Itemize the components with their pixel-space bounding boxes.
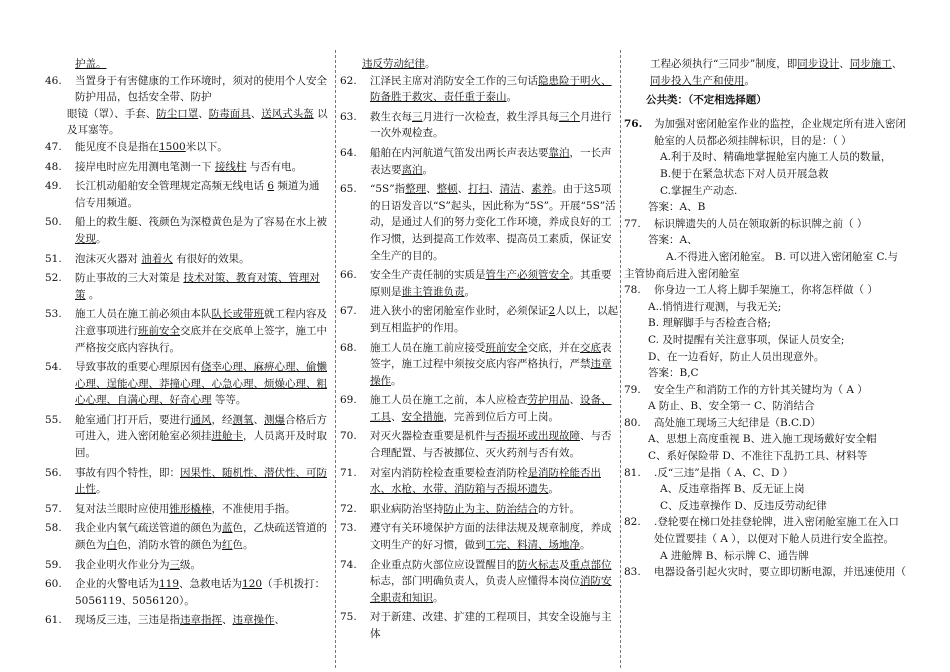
question-59: 59. 我企业明火作业分为三级。 <box>45 558 201 571</box>
answer: 答案：A、 <box>648 234 698 247</box>
option: A.不得进入密闭舱室。 B. 可以进入密闭舱室 C.与主管协商后进入密闭舱室 <box>624 250 898 280</box>
column-left <box>45 56 328 666</box>
option: A 进舱牌 B、标示牌 C、通告牌 <box>660 549 809 562</box>
answer: 答案：B,C <box>648 367 699 380</box>
option: D、在一边看好，防止人员出现意外。 <box>648 350 825 363</box>
question-73: 73. 遵守有关环境保护方面的法律法规及规章制度，养成文明生产的好习惯，做到工完、料清、场地净。 <box>340 522 612 552</box>
question-61: 61. 现场反三违，三违是指违章指挥、违章操作、 <box>45 614 285 627</box>
question-46-cont: 眼镜（罩）、手套、防尘口罩、防毒面具、送风式头盔 以及耳塞等。 <box>67 107 328 137</box>
option: C、反违章操作 D、反违反劳动纪律 <box>660 499 827 512</box>
column-divider <box>620 50 621 668</box>
option: A、反违章指挥 B、反无证上岗 <box>660 483 805 496</box>
option: A、思想上高度重视 B、进入施工现场戴好安全帽 <box>648 433 877 446</box>
question-46: 46. 当置身于有害健康的工作环境时，须对的使用个人安全防护用品，包括安全带、防护 <box>45 74 327 104</box>
question-54: 54. 导致事故的重要心理原因有侥幸心理、麻痹心理、偷懒心理、逞能心理、莽撞心理、心急心理、烦燥心理、粗心心理、自满心理、好奇心理 等等。 <box>45 361 327 407</box>
question-58: 58. 我企业内氧气疏送管道的颜色为蓝色，乙炔疏送管道的颜色为白色，消防水管的颜色为红色。 <box>45 522 327 552</box>
option: C. 及时提醒有关注意事项，保证人员安全; <box>648 333 845 346</box>
question-83: 83. 电器设备引起火灾时，要立即切断电源，并迅速使用（ <box>624 566 906 579</box>
question-47: 47. 能见度不良是指在1500米以下。 <box>45 140 228 153</box>
question-50: 50. 船上的救生艇、筏颜色为深橙黄色是为了容易在水上被发现。 <box>45 216 327 245</box>
question-67: 67. 进入狭小的密闭舱室作业时，必须保证2人以上，以起到互相监护的作用。 <box>340 305 619 334</box>
question-52: 52. 防止事故的三大对策是 技术对策、教育对策、管理对策 。 <box>45 272 320 301</box>
question-82: 82. .登轮要在梯口处挂登轮牌，进入密闭舱室施工在入口处位置要挂（ A ），以便对下舱人员进行安全监控。 <box>624 516 899 546</box>
continuation-text: 违反劳动纪律。 <box>362 58 436 70</box>
question-48: 48. 接岸电时应先用测电笔测一下 接线柱 与否有电。 <box>45 160 303 173</box>
question-80: 80. 高处施工现场三大纪律是（B.C.D） <box>624 416 821 429</box>
question-69: 69. 施工人员在施工之前，本人应检查劳护用品、设备、工具、安全措施，完善到位后方可上岗。 <box>340 394 612 423</box>
option: B.便于在紧急状态下对人员开展急救 <box>660 167 829 180</box>
question-49: 49. 长江机动船舶安全管理规定高频无线电话 6 频道为通信专用频道。 <box>45 180 320 209</box>
question-81: 81. .反“三违”是指（ A、C、D ） <box>624 466 794 479</box>
question-60: 60. 企业的火警电话为119、急救电话为120（手机拨打：5056119、5056120）。 <box>45 578 326 607</box>
section-heading: 公共类：（不定相选择题） <box>646 94 767 107</box>
option: C、系好保险带 D、不准往下乱扔工具、材料等 <box>648 450 868 463</box>
question-74: 74. 企业重点防火部位应设置醒目的防火标志及重点部位标志，部门明确负责人，负责人应懂得本岗位消防安全职责和知识。 <box>340 558 612 604</box>
question-68: 68. 施工人员在施工前应接受班前安全交底，并在交底表签字，施工过程中须按交底内容严格执行，严禁违章操作。 <box>340 341 612 387</box>
question-66: 66. 安全生产责任制的实质是管生产必须管安全。其重要原则是谁主管谁负责。 <box>340 269 612 298</box>
question-62: 62. 江泽民主席对消防安全工作的三句话隐患险于明火、防备胜于救灾、责任重于泰山。 <box>340 74 612 104</box>
option: A.利于及时、精确地掌握舱室内施工人员的数量， <box>660 151 892 164</box>
column-divider <box>335 50 336 668</box>
continuation-text: 护盖。 <box>75 58 107 70</box>
column-middle <box>340 56 620 666</box>
question-64: 64. 船舶在内河航道气笛发出两长声表达要靠泊，一长声表达要离泊。 <box>340 146 612 176</box>
question-79: 79. 安全生产和消防工作的方针其关键均为（ A ） <box>624 383 868 396</box>
option: A 防止、B、安全第一 C、防消结合 <box>648 400 815 413</box>
option: A..悄悄进行观测，与我无关; <box>648 300 782 313</box>
question-65: 65. “5S”指整理、整顿、打扫、清洁、素养。由于这5项的日语发音以“S”起头，因此称为“5S”。开展“5S”活动，是通过人们的努力变化工作环境，养成良好的工作习惯，达到提高工作效率、提高员工素质，保证安全生产的目的。 <box>340 183 616 262</box>
option: B. 理解脚手与否检查合格; <box>648 317 771 330</box>
continuation-text: 工程必须执行“三同步”制度，即同步设计、同步施工、同步投入生产和使用。 <box>650 58 903 87</box>
question-76: 76. 为加强对密闭舱室作业的监控，企业规定所有进入密闭舱室的人员都必须挂牌标识，目的是：（ ） <box>624 118 906 147</box>
question-72: 72. 职业病防治坚持防止为主、防治结合的方针。 <box>340 502 580 515</box>
question-77: 77. 标识牌遗失的人员在领取新的标识牌之前（ ） <box>624 217 868 230</box>
option: C.掌握生产动态. <box>660 184 738 197</box>
column-right <box>624 56 906 666</box>
question-78: 78. 你身边一工人将上脚手架施工，你将怎样做（ ） <box>624 284 878 297</box>
question-71: 71. 对室内消防栓检查重要检查消防栓是消防栓能否出水、水枪、水带、消防箱与否损坏遗失。 <box>340 466 601 496</box>
question-70: 70. 对灭火器检查重要是机件与否损坏或出现故障、与否合理配置、与否被挪位、灭火药剂与否有效。 <box>340 430 612 460</box>
question-57: 57. 复对法兰眼时应使用锥形橇棒，不准使用手指。 <box>45 502 296 515</box>
question-55: 55. 舱室通门打开后，要进行通风，经测氧、测爆合格后方可进入，进入密闭舱室必须挂进舱卡，人员离开及时取回。 <box>45 413 327 460</box>
question-51: 51. 泡沫灭火器对 油着火 有很好的效果。 <box>45 252 250 265</box>
question-63: 63. 救生衣每三月进行一次检查，救生浮具每三个月进行一次外观检查。 <box>340 110 612 140</box>
answer: 答案：A、B <box>648 201 706 214</box>
question-75: 75. 对于新建、改建、扩建的工程项目，其安全设施与主体 <box>340 611 612 640</box>
question-53: 53. 施工人员在施工前必须由本队队长或带班就工程内容及注意事项进行班前安全交底并在交底单上签字，施工中严格按交底内容执行。 <box>45 308 327 354</box>
question-56: 56. 事故有四个特性，即：因果性、随机性、潜伏性、可防止性。 <box>45 466 327 496</box>
